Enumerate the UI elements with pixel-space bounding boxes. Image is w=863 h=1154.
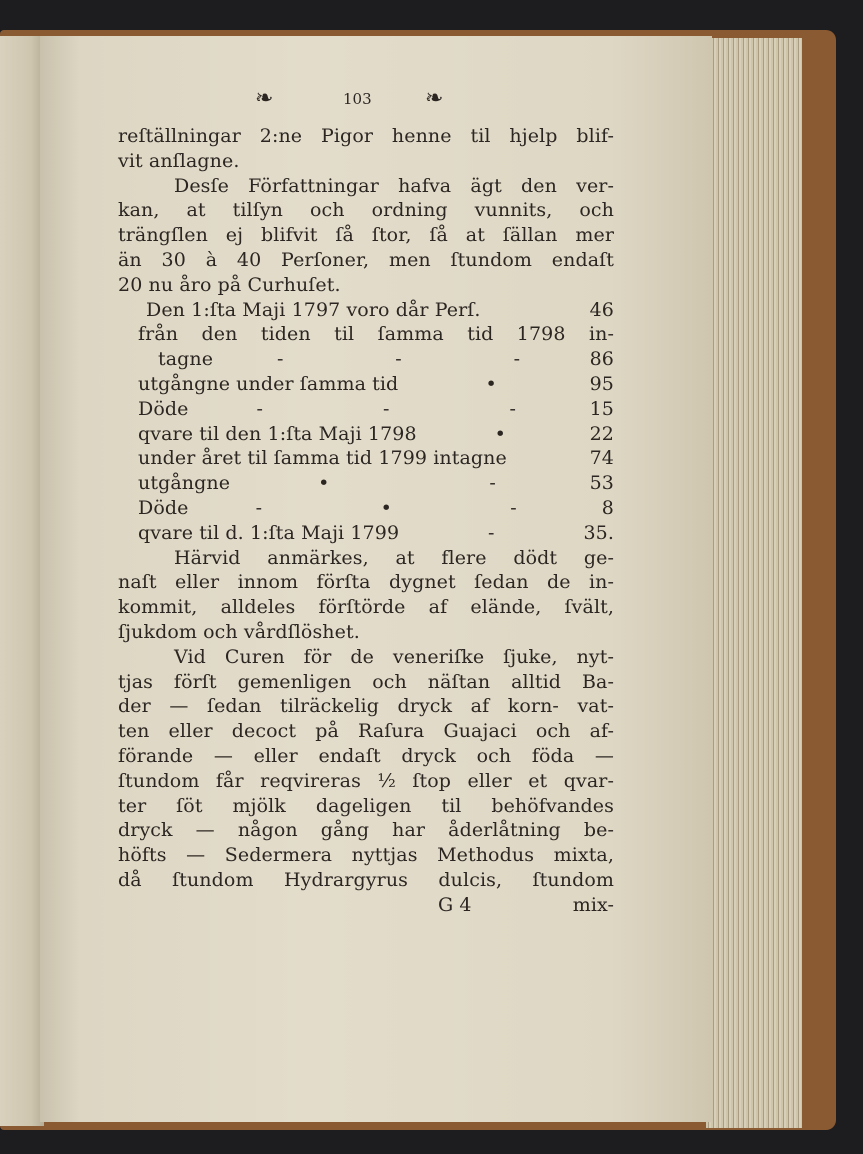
census-row (118, 471, 614, 496)
text-line: då ſtundom Hydrargyrus dulcis, ſtundom (118, 868, 614, 891)
census-dot: - (256, 397, 263, 420)
census-row-value: 74 (589, 447, 614, 470)
census-intro-row (118, 298, 614, 323)
text-line: ſtundom får reqvireras ½ ſtop eller et qvar- (118, 769, 614, 792)
census-row-label: qvare til den 1:ſta Maji 1798 (138, 422, 417, 445)
text-line: dryck — någon gång har åderlåtning be- (118, 819, 614, 842)
census-row-value: 53 (589, 472, 614, 495)
page-stack-edge (706, 38, 802, 1128)
page-footer (118, 893, 614, 918)
census-row-label: qvare til d. 1:ſta Maji 1799 (138, 521, 400, 544)
text-line: Vid Curen för de veneriſke ſjuke, nyt- (174, 645, 614, 668)
census-row-value: 22 (589, 422, 614, 445)
page-header (255, 88, 485, 116)
text-line: der — ſedan tilräckelig dryck af korn- vat- (118, 695, 614, 718)
text-line: naſt eller innom förſta dygnet ſedan de in- (118, 571, 614, 594)
census-dot: - (395, 348, 402, 371)
census-row-value: 15 (589, 397, 614, 420)
census-row-label: tagne (158, 348, 214, 371)
text-line: kommit, alldeles förſtörde af elände, ſvält, (118, 596, 614, 619)
census-dot: - (255, 496, 263, 519)
census-row-label: Döde (138, 397, 189, 420)
census-row (118, 422, 614, 447)
census-dot: - (382, 397, 390, 420)
text-line: tjas förſt gemenligen och näſtan alltid Ba- (118, 670, 614, 693)
census-dot: - (488, 521, 495, 544)
facing-page-edge (0, 36, 44, 1126)
text-line: Härvid anmärkes, at flere dödt ge- (174, 546, 614, 569)
right-ornament-icon: ❧ (425, 86, 444, 111)
census-dot: • (494, 422, 506, 445)
census-intro-label: Den 1:ſta Maji 1797 voro dår Perſ. (146, 298, 481, 321)
census-row-label: utgångne under ſamma tid (138, 372, 399, 395)
census-row (118, 372, 614, 397)
census-row-value: 8 (601, 496, 614, 519)
text-line: reſtällningar 2:ne Pigor henne til hjelp blif- (118, 125, 614, 147)
census-row-label: utgångne (138, 472, 231, 495)
census-row-label: Döde (138, 496, 189, 519)
census-dot: • (380, 496, 392, 519)
census-row-value: 95 (589, 372, 614, 395)
census-row (118, 446, 614, 471)
text-line: än 30 à 40 Perſoner, men ſtundom endaſt (118, 248, 614, 271)
text-line: ſjukdom och vårdſlöshet. (118, 620, 360, 643)
census-dot: - (513, 348, 521, 371)
text-line: vit anſlagne. (118, 149, 240, 172)
text-line: höfts — Sedermera nyttjas Methodus mixta, (118, 844, 614, 867)
census-dot: • (485, 372, 497, 395)
text-line: ter ſöt mjölk dageligen til behöfvandes (118, 794, 614, 817)
catchword: mix- (572, 893, 614, 916)
text-line: 20 nu åro på Curhuſet. (118, 273, 341, 296)
text-line: förande — eller endaſt dryck och föda — (118, 744, 614, 767)
text-line: trängſlen ej blifvit ſå ſtor, ſå at ſällan mer (118, 224, 614, 247)
census-row (118, 521, 614, 546)
census-row (118, 347, 614, 372)
page-number: 103 (343, 90, 372, 108)
census-dot: - (489, 472, 496, 495)
census-dot: - (276, 348, 284, 371)
census-dot: - (510, 496, 517, 519)
text-line: ten eller decoct på Raſura Guajaci och af- (118, 720, 614, 743)
text-line: Desſe Författningar hafva ägt den ver- (174, 174, 614, 197)
census-dot: - (509, 397, 516, 420)
census-row (118, 496, 614, 521)
page-text (118, 124, 614, 918)
census-row-value: 86 (589, 348, 614, 371)
census-intro-value: 46 (589, 298, 614, 321)
census-row-label: under året til ſamma tid 1799 intagne (138, 447, 507, 470)
signature-mark: G 4 (438, 893, 472, 916)
census-dot: • (318, 472, 330, 495)
census-row (118, 397, 614, 422)
left-ornament-icon: ❧ (255, 86, 274, 111)
text-line: kan, at tilſyn och ordning vunnits, och (118, 199, 614, 222)
census-from-line: från den tiden til ſamma tid 1798 in- (138, 323, 614, 346)
census-row-value: 35. (583, 521, 614, 544)
